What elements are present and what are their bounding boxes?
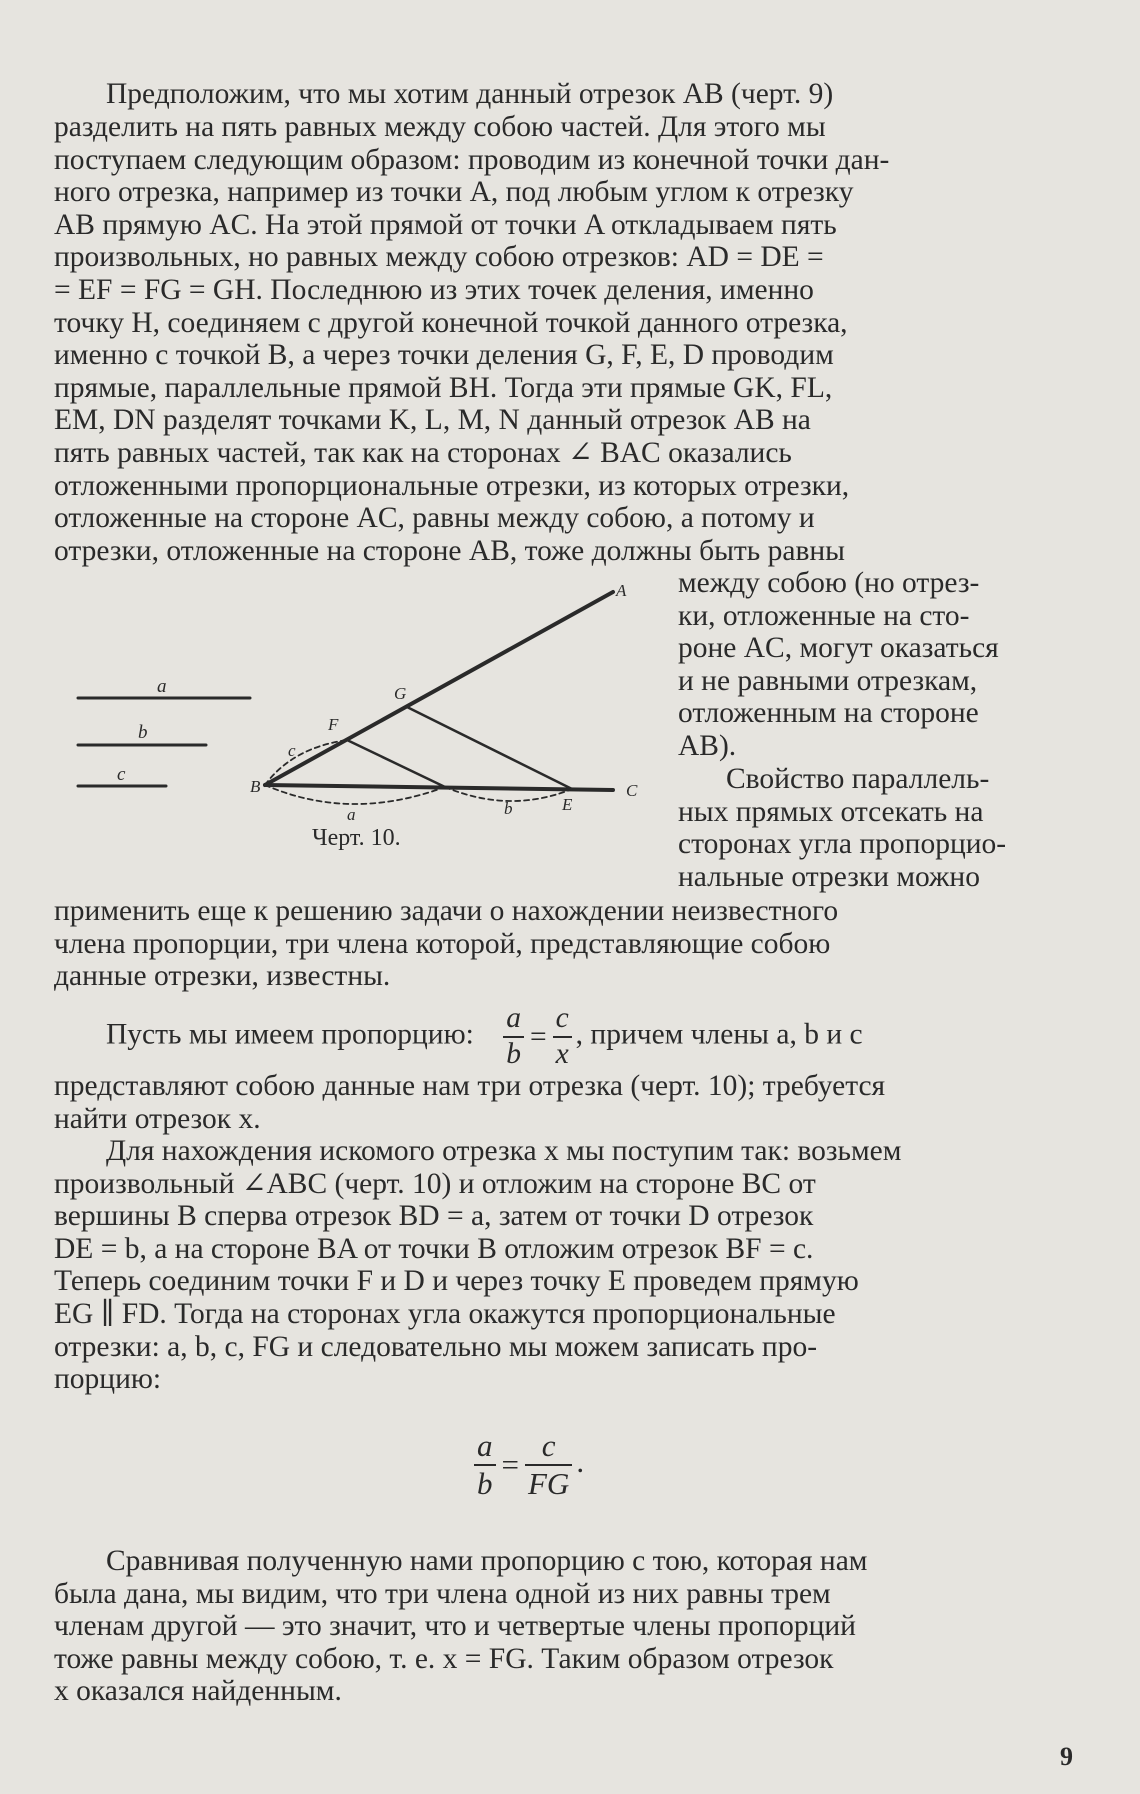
denominator: b [477,1465,493,1501]
text-line: представляют собою данные нам три отрезка (черт. 10); требуется [54,1070,886,1102]
text-line: EG ∥ FD. Тогда на сторонах угла окажутся пропорциональные [54,1297,836,1330]
equals-sign: = [501,1446,519,1482]
text-line: сторонах угла пропорцио- [678,828,1007,861]
paragraph-1-side [678,567,1072,763]
text-line: поступаем следующим образом: проводим из конечной точки дан- [54,143,890,176]
paragraph-3-first-line [106,1002,1072,1072]
text-line: произвольный ∠ABC (черт. 10) и отложим на стороне BC от [54,1167,816,1200]
text-line: нальные отрезки можно [678,860,980,893]
denominator: b [506,1037,521,1070]
text-line: Теперь соединим точки F и D и через точку E проведем прямую [54,1265,859,1298]
text-line: именно с точкой B, а через точки деления G, F, E, D проводим [54,339,834,372]
text-line: x оказался найденным. [54,1675,342,1708]
text-line: отрезки: a, b, c, FG и следовательно мы можем записать про- [54,1330,818,1363]
paragraph-3-body [54,1070,1072,1135]
text-line: DE = b, а на стороне BA от точки B отложим отрезок BF = c. [54,1232,814,1265]
label-arc-c: c [288,741,296,760]
text-line: порцию: [54,1363,162,1396]
numerator: a [503,1002,524,1038]
ray-ba [265,592,613,785]
page-number: 9 [1060,1742,1073,1771]
paragraph-2-side [678,763,1072,893]
text-line: Для нахождения искомого отрезка x мы поступим так: возьмем [106,1135,902,1167]
text-line: и не равными отрезкам, [678,664,978,697]
text-line: роне AC, могут оказаться [678,632,999,665]
label-b-seg: b [138,722,148,743]
label-point-g: G [394,684,407,703]
text-line: прямые, параллельные прямой BH. Тогда эти прямые GK, FL, [54,371,833,404]
label-point-f: F [328,715,339,734]
text-line: члена пропорции, три члена которой, представляющие собою [54,927,831,960]
text-line: ки, отложенные на сто- [678,599,970,632]
text-line: отложенные на стороне AC, равны между собою, а потому и [54,502,815,535]
text-line: AB). [678,729,737,762]
text-line: тоже равны между собою, т. е. x = FG. Таким образом отрезок [54,1642,834,1675]
label-c-seg: c [117,764,126,785]
text-line: Сравнивая полученную нами пропорцию с тою, которая нам [106,1545,868,1577]
label-arc-b: b [504,799,513,818]
text-line: точку H, соединяем с другой конечной точкой данного отрезка, [54,306,848,339]
text-span: , причем члены a, b и c [575,1018,863,1051]
ray-bc [265,785,613,790]
text-line: данные отрезки, известны. [54,960,391,993]
text-line: отложенными пропорциональные отрезки, из которых отрезки, [54,469,850,502]
fraction-c-over-fg [525,1428,572,1501]
text-span: Пусть мы имеем пропорцию: [106,1018,474,1051]
text-line: между собою (но отрез- [678,567,980,599]
fraction-a-over-b [474,1428,496,1501]
line-fd [347,740,445,787]
text-line: = EF = FG = GH. Последнюю из этих точек деления, именно [54,273,814,306]
text-line: Предположим, что мы хотим данный отрезок AB (черт. 9) [106,78,834,110]
text-line: отложенным на стороне [678,697,979,730]
text-line: вершины B сперва отрезок BD = a, затем от точки D отрезок [54,1200,814,1233]
fraction-a-over-b [503,1002,524,1072]
text-line: отрезки, отложенные на стороне AB, тоже должны быть равны [54,534,845,567]
text-line: AB прямую AC. На этой прямой от точки A откладываем пять [54,208,837,241]
numerator: c [553,1002,572,1038]
text-line: найти отрезок x. [54,1102,261,1135]
figure-diagram [60,570,660,830]
text-line: ных прямых отсекать на [678,795,984,828]
text-line: была дана, мы видим, что три члена одной из них равны трем [54,1577,831,1610]
label-arc-a: a [347,805,356,824]
label-point-e: E [562,795,573,814]
text-line: ного отрезка, например из точки A, под любым углом к отрезку [54,176,854,209]
label-point-c: C [626,781,638,800]
paragraph-5 [54,1545,1072,1708]
paragraph-1-body [54,111,1072,567]
paragraph-4 [54,1135,1072,1396]
numerator: c [525,1428,572,1466]
figure-caption: Черт. 10. [312,825,401,851]
period: . [576,1443,585,1479]
label-point-b: B [250,777,261,796]
display-formula [470,1428,690,1501]
text-line: EM, DN разделят точками K, L, M, N данный отрезок AB на [54,404,811,437]
numerator: a [474,1428,496,1466]
label-a-seg: a [157,676,167,697]
text-line: произвольных, но равных между собою отрезков: AD = DE = [54,241,824,274]
equals-sign: = [529,1020,547,1053]
text-line: пять равных частей, так как на сторонах ∠ BAC оказались [54,436,792,469]
denominator: x [555,1037,569,1070]
denominator: FG [527,1465,570,1501]
line-ge [407,707,572,789]
text-line: Свойство параллель- [726,763,990,795]
text-line: разделить на пять равных между собою частей. Для этого мы [54,111,826,143]
paragraph-2-body [54,895,1072,993]
text-line: применить еще к решению задачи о нахождении неизвестного [54,895,839,927]
paragraph-1 [54,78,1072,111]
label-point-a: A [616,581,627,600]
fraction-c-over-x [553,1002,572,1072]
text-line: членам другой — это значит, что и четвертые члены пропорций [54,1610,856,1643]
